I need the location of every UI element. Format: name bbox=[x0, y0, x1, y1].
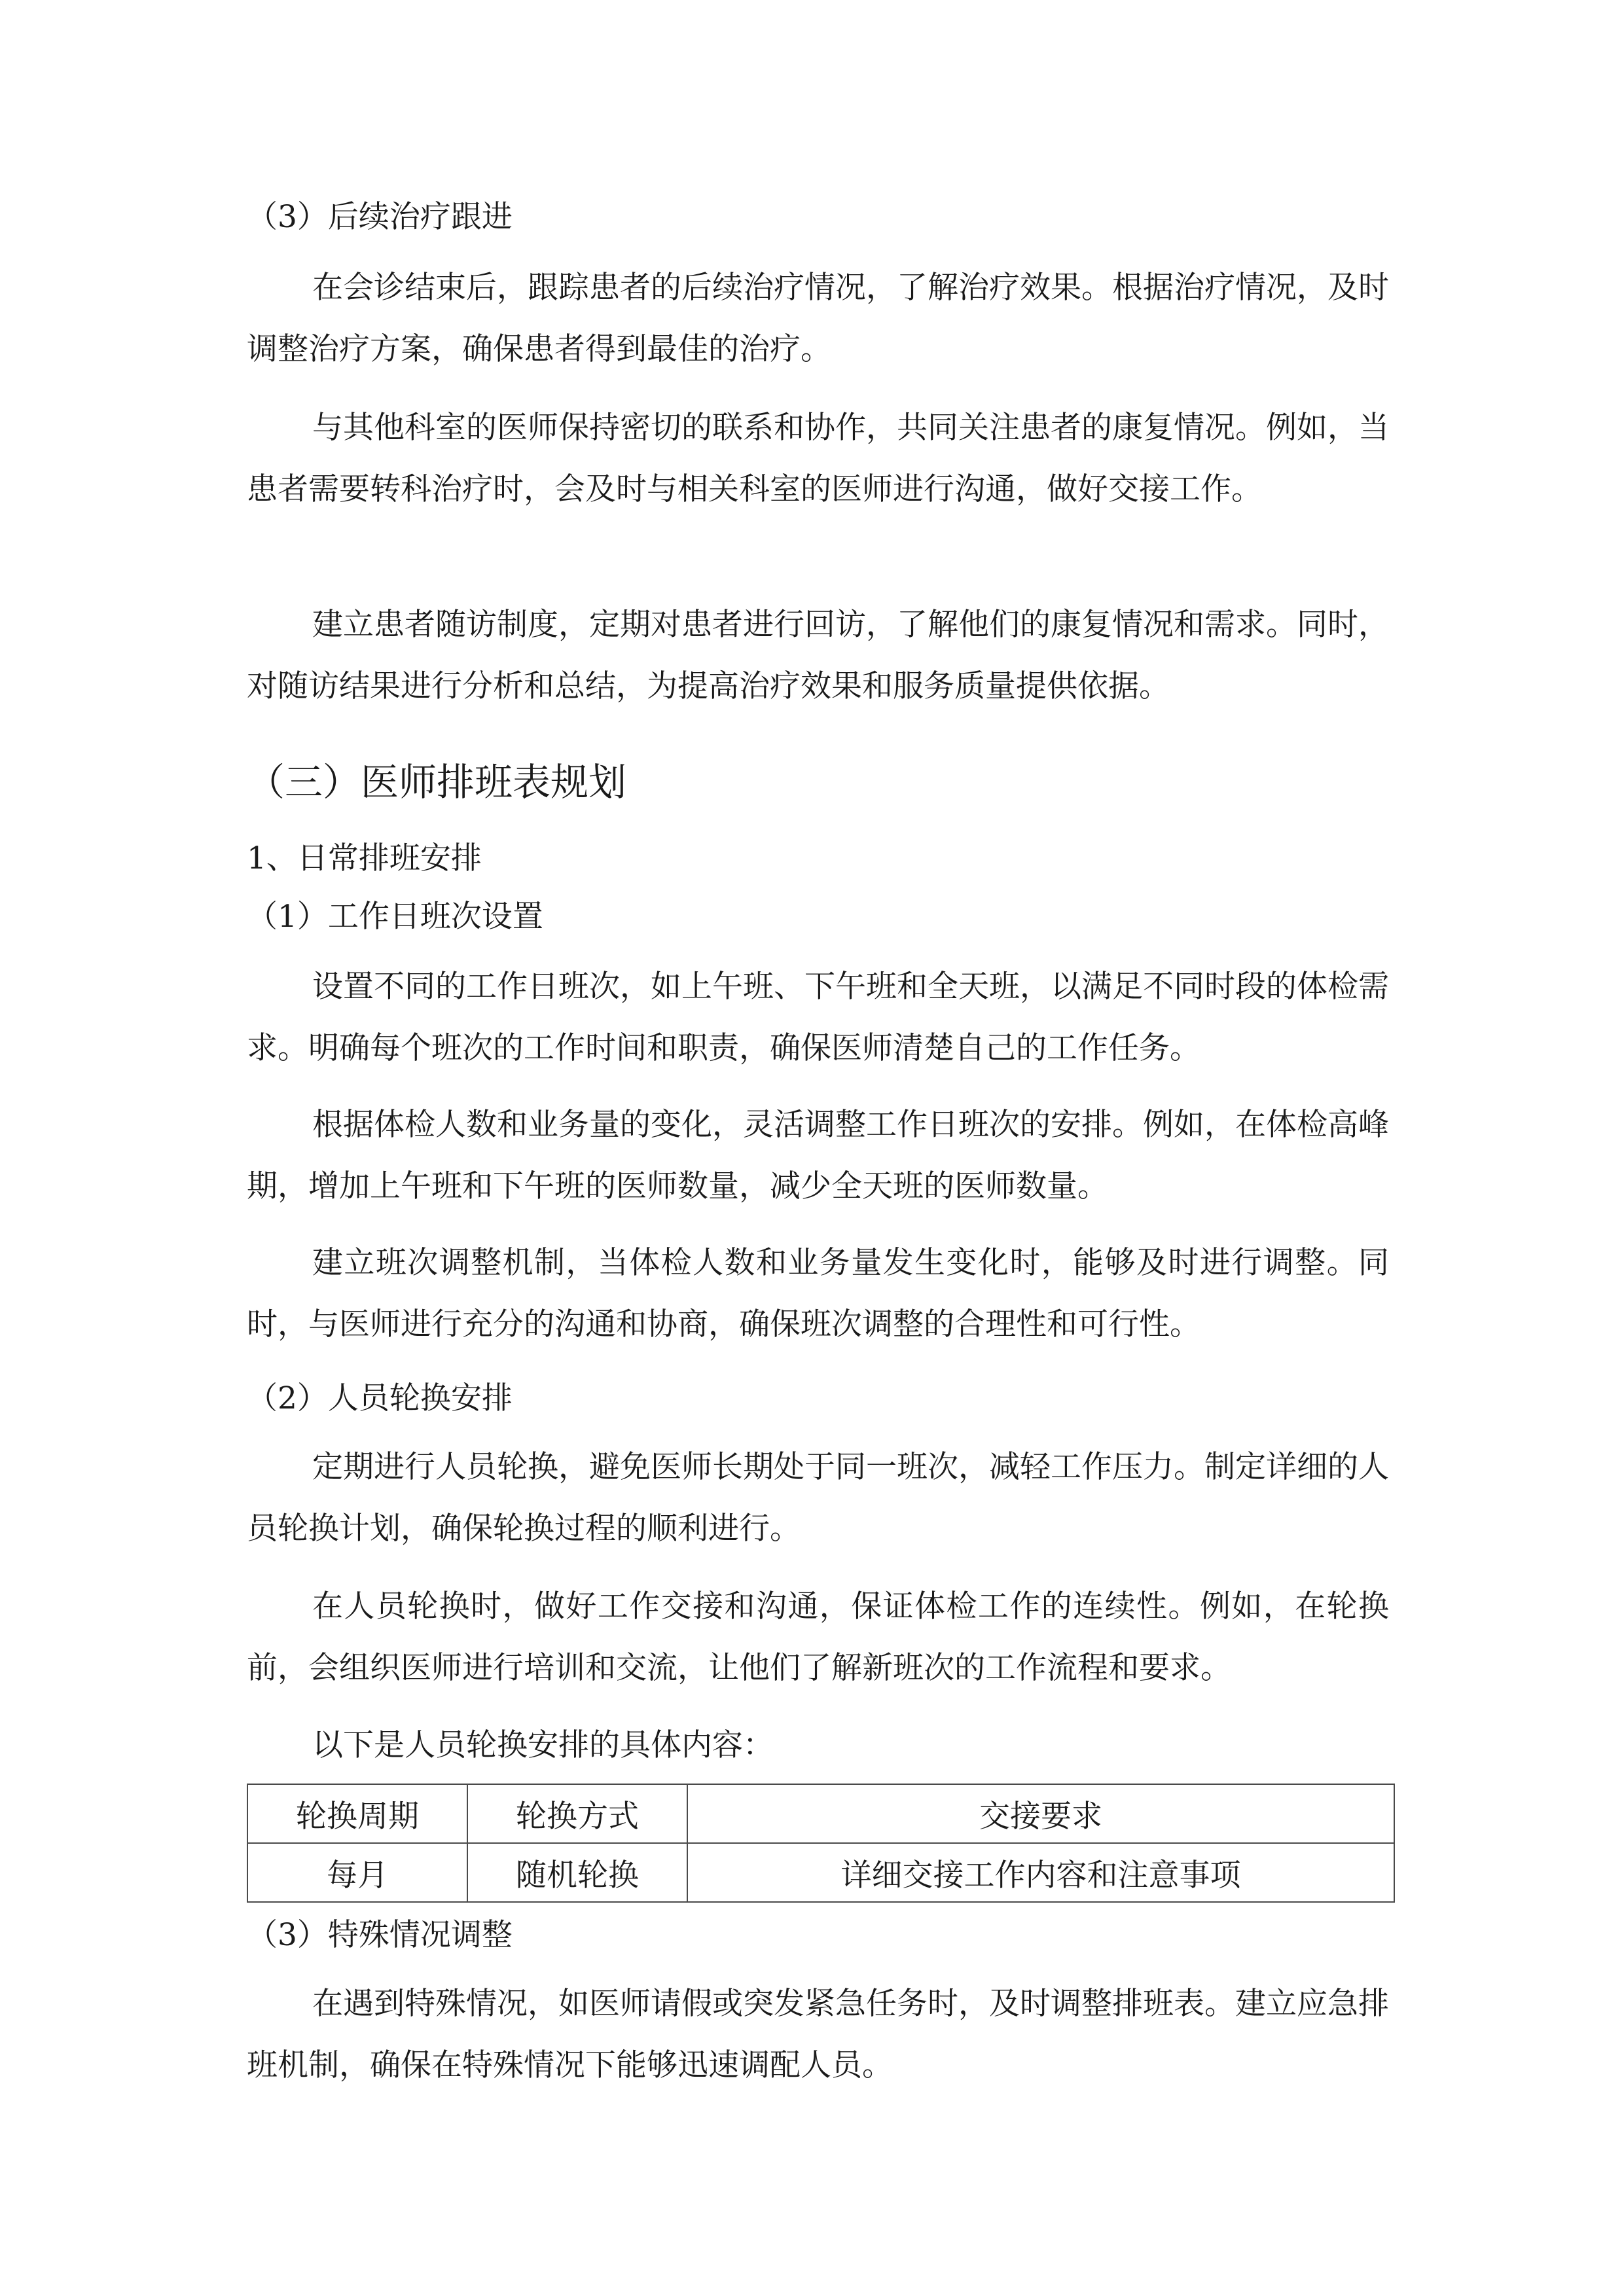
table-header-cell: 轮换方式 bbox=[467, 1784, 687, 1843]
table-header-row bbox=[247, 1784, 1394, 1843]
heading-daily-schedule: 1、日常排班安排 bbox=[247, 840, 482, 876]
rotation-table bbox=[247, 1784, 1395, 1903]
subsection-title-rotation: （2）人员轮换安排 bbox=[247, 1380, 513, 1416]
paragraph: 设置不同的工作日班次，如上午班、下午班和全天班，以满足不同时段的体检需求。明确每个班次的工作时间和职责，确保医师清楚自己的工作任务。 bbox=[247, 969, 1389, 1066]
subsection-title-special-cases: （3）特殊情况调整 bbox=[247, 1917, 513, 1953]
paragraph: 根据体检人数和业务量的变化，灵活调整工作日班次的安排。例如，在体检高峰期，增加上午班和下午班的医师数量，减少全天班的医师数量。 bbox=[247, 1107, 1389, 1204]
section-title: （三）医师排班表规划 bbox=[247, 760, 627, 804]
paragraph: 以下是人员轮换安排的具体内容： bbox=[312, 1727, 774, 1763]
table-header-cell: 交接要求 bbox=[687, 1784, 1394, 1843]
paragraph: 建立班次调整机制，当体检人数和业务量发生变化时，能够及时进行调整。同时，与医师进行充分的沟通和协商，确保班次调整的合理性和可行性。 bbox=[247, 1245, 1389, 1342]
paragraph: 建立患者随访制度，定期对患者进行回访，了解他们的康复情况和需求。同时，对随访结果进行分析和总结，为提高治疗效果和服务质量提供依据。 bbox=[247, 607, 1389, 704]
paragraph: 在人员轮换时，做好工作交接和沟通，保证体检工作的连续性。例如，在轮换前，会组织医师进行培训和交流，让他们了解新班次的工作流程和要求。 bbox=[247, 1588, 1389, 1686]
table-header-cell: 轮换周期 bbox=[247, 1784, 467, 1843]
table-cell: 随机轮换 bbox=[467, 1843, 687, 1902]
subsection-title-followup: （3）后续治疗跟进 bbox=[247, 199, 513, 235]
table-row bbox=[247, 1843, 1394, 1902]
paragraph: 与其他科室的医师保持密切的联系和协作，共同关注患者的康复情况。例如，当患者需要转科治疗时，会及时与相关科室的医师进行沟通，做好交接工作。 bbox=[247, 410, 1389, 507]
table-cell: 每月 bbox=[247, 1843, 467, 1902]
subsection-title-shift-setup: （1）工作日班次设置 bbox=[247, 899, 543, 935]
table-cell: 详细交接工作内容和注意事项 bbox=[687, 1843, 1394, 1902]
paragraph: 在遇到特殊情况，如医师请假或突发紧急任务时，及时调整排班表。建立应急排班机制，确保在特殊情况下能够迅速调配人员。 bbox=[247, 1986, 1389, 2083]
paragraph: 在会诊结束后，跟踪患者的后续治疗情况，了解治疗效果。根据治疗情况，及时调整治疗方案，确保患者得到最佳的治疗。 bbox=[247, 270, 1389, 367]
paragraph: 定期进行人员轮换，避免医师长期处于同一班次，减轻工作压力。制定详细的人员轮换计划，确保轮换过程的顺利进行。 bbox=[247, 1449, 1389, 1547]
